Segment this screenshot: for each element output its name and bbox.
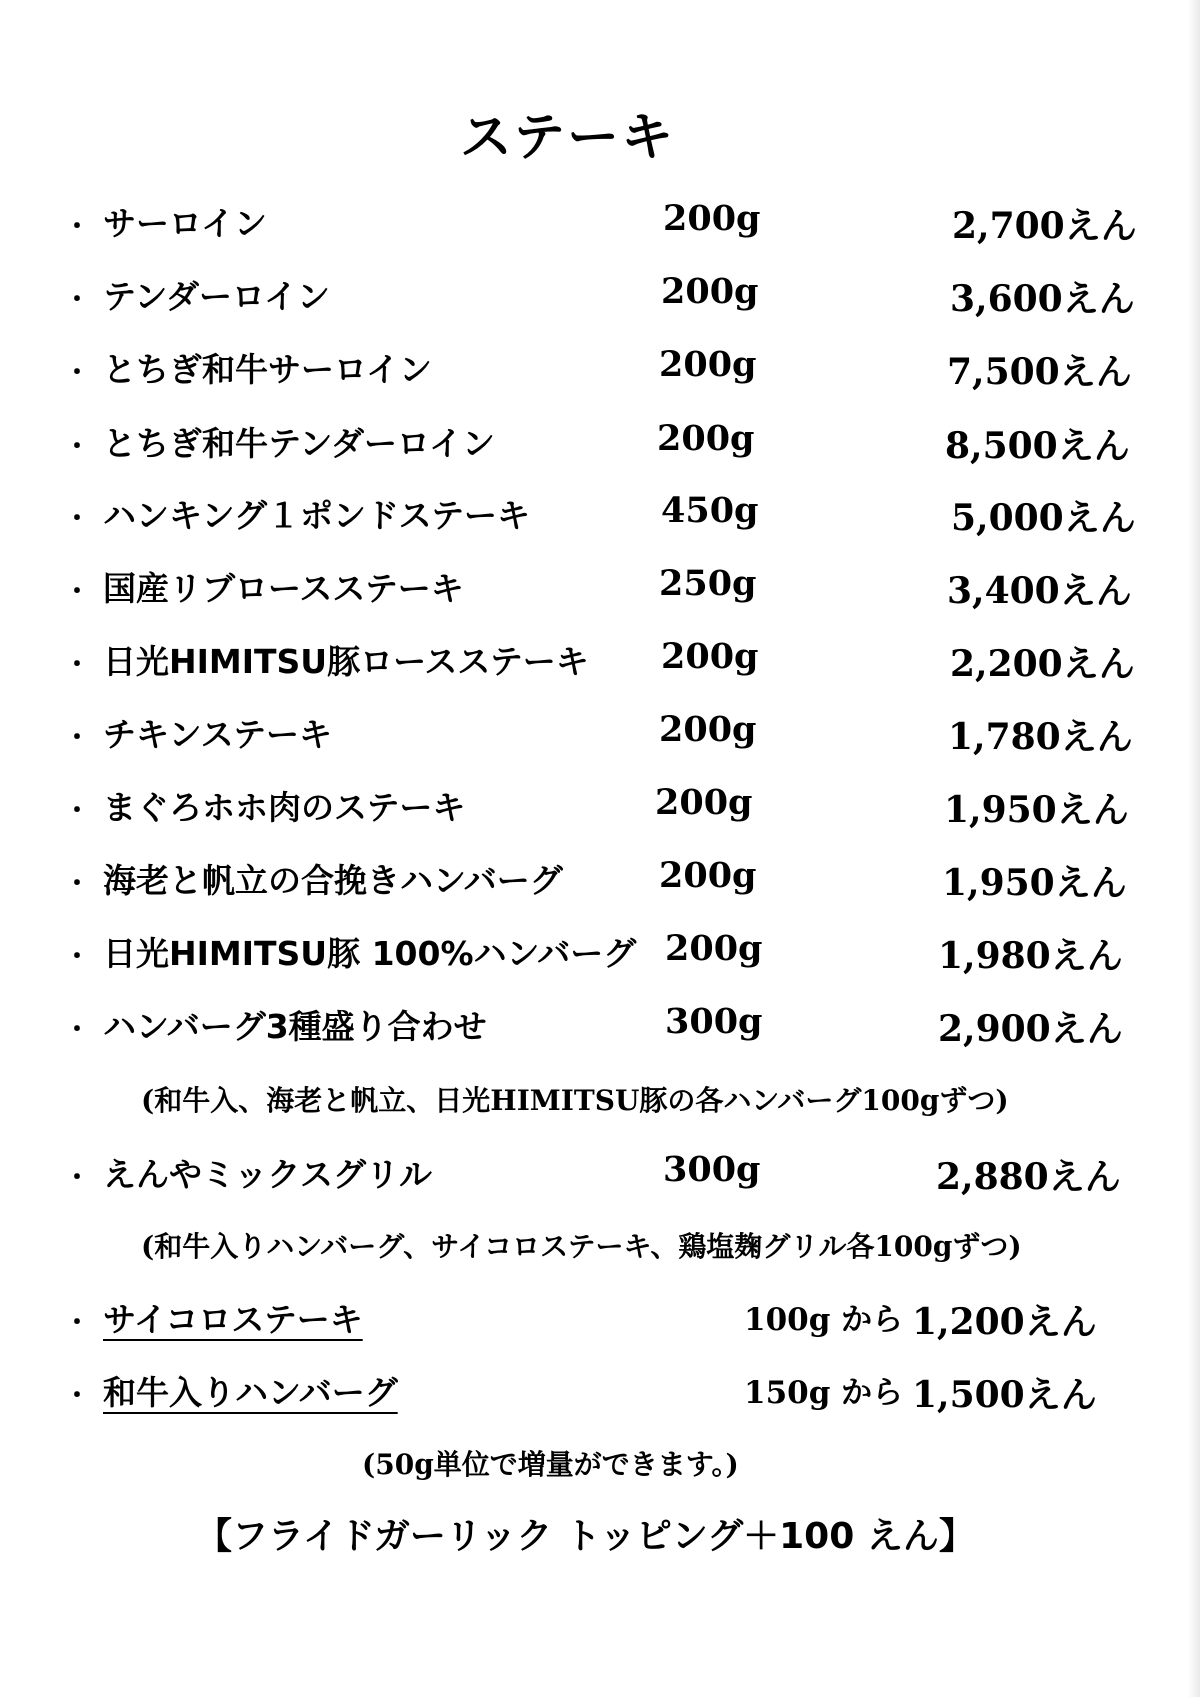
- bullet: ・: [64, 796, 91, 826]
- item-price: 2,880えん: [936, 1156, 1121, 1198]
- menu-item-tenderloin: [0, 271, 1200, 321]
- bullet: ・: [64, 650, 91, 680]
- note-increment: (50g単位で増量ができます。): [362, 1448, 739, 1481]
- menu-item-diced-steak: [0, 1294, 1200, 1344]
- menu-item-chicken-steak: [0, 709, 1200, 759]
- item-price: 8,500えん: [945, 425, 1130, 467]
- bullet: ・: [64, 1015, 91, 1045]
- item-weight: 450g: [661, 490, 759, 531]
- menu-item-wagyu-hamburg: [0, 1367, 1200, 1417]
- bullet: ・: [64, 285, 91, 315]
- item-price: 5,000えん: [951, 497, 1136, 539]
- item-price: 1,780えん: [948, 716, 1133, 758]
- page-title: ステーキ: [460, 108, 675, 168]
- item-name: まぐろホホ肉のステーキ: [103, 788, 466, 827]
- bullet: ・: [64, 504, 91, 534]
- menu-item-hamburg-trio: [0, 1001, 1200, 1051]
- item-name: 和牛入りハンバーグ: [103, 1373, 398, 1412]
- item-price: 1,200えん: [912, 1301, 1097, 1343]
- item-price: 3,600えん: [950, 278, 1135, 320]
- item-name: サーロイン: [103, 204, 268, 243]
- item-price: 1,980えん: [938, 935, 1123, 977]
- item-weight: 200g: [661, 636, 759, 677]
- item-weight: 200g: [661, 271, 759, 312]
- item-weight: 300g: [665, 1001, 763, 1042]
- bullet: ・: [64, 358, 91, 388]
- item-name: サイコロステーキ: [103, 1300, 363, 1339]
- bullet: ・: [64, 723, 91, 753]
- item-weight: 200g: [659, 855, 757, 896]
- item-price: 1,500えん: [912, 1374, 1097, 1416]
- bullet: ・: [64, 577, 91, 607]
- bullet: ・: [64, 942, 91, 972]
- menu-item-hanging-pound-steak: [0, 490, 1200, 540]
- item-name: ハンキング１ポンドステーキ: [103, 496, 531, 535]
- topping-note: 【フライドガーリック トッピング＋100 えん】: [196, 1516, 975, 1557]
- menu-item-tuna-cheek-steak: [0, 782, 1200, 832]
- note-hamburg-trio: (和牛入、海老と帆立、日光HIMITSU豚の各ハンバーグ100gずつ): [141, 1084, 1009, 1117]
- item-name: 海老と帆立の合挽きハンバーグ: [103, 861, 563, 900]
- menu-item-tochigi-tenderloin: [0, 418, 1200, 468]
- item-price: 2,200えん: [950, 643, 1135, 685]
- item-weight: 150g から: [744, 1375, 904, 1411]
- item-price: 7,500えん: [947, 351, 1132, 393]
- item-price: 2,900えん: [938, 1008, 1123, 1050]
- bullet: ・: [64, 869, 91, 899]
- item-name: ハンバーグ3種盛り合わせ: [103, 1007, 487, 1046]
- item-weight: 200g: [655, 782, 753, 823]
- menu-item-ribroast-steak: [0, 563, 1200, 613]
- bullet: ・: [64, 212, 91, 242]
- item-price: 2,700えん: [952, 205, 1137, 247]
- item-weight: 200g: [657, 418, 755, 459]
- menu-item-enya-mixed-grill: [0, 1149, 1200, 1199]
- item-price: 1,950えん: [944, 789, 1129, 831]
- item-name: えんやミックスグリル: [103, 1155, 433, 1194]
- item-weight: 200g: [659, 709, 757, 750]
- menu-item-himitsu-pork-hamburg: [0, 928, 1200, 978]
- item-weight: 200g: [659, 344, 757, 385]
- menu-item-tochigi-sirloin: [0, 344, 1200, 394]
- item-name: 日光HIMITSU豚ロースステーキ: [103, 642, 589, 681]
- page-edge-shadow: [1188, 0, 1200, 1697]
- menu-item-shrimp-scallop-hamburg: [0, 855, 1200, 905]
- item-price: 3,400えん: [947, 570, 1132, 612]
- item-weight: 300g: [663, 1149, 761, 1190]
- item-name: テンダーロイン: [103, 277, 331, 316]
- bullet: ・: [64, 1163, 91, 1193]
- item-weight: 200g: [665, 928, 763, 969]
- menu-item-himitsu-pork-steak: [0, 636, 1200, 686]
- item-name: とちぎ和牛テンダーロイン: [103, 424, 496, 463]
- item-weight: 100g から: [744, 1302, 904, 1338]
- item-name: 国産リブロースステーキ: [103, 569, 464, 608]
- item-weight: 200g: [663, 198, 761, 239]
- note-mixed-grill: (和牛入りハンバーグ、サイコロステーキ、鶏塩麹グリル各100gずつ): [141, 1230, 1022, 1263]
- bullet: ・: [64, 1381, 91, 1411]
- bullet: ・: [64, 1308, 91, 1338]
- bullet: ・: [64, 432, 91, 462]
- item-price: 1,950えん: [942, 862, 1127, 904]
- item-weight: 250g: [659, 563, 757, 604]
- item-name: チキンステーキ: [103, 715, 333, 754]
- item-name: 日光HIMITSU豚 100%ハンバーグ: [103, 934, 637, 973]
- item-name: とちぎ和牛サーロイン: [103, 350, 433, 389]
- menu-item-sirloin: [0, 198, 1200, 248]
